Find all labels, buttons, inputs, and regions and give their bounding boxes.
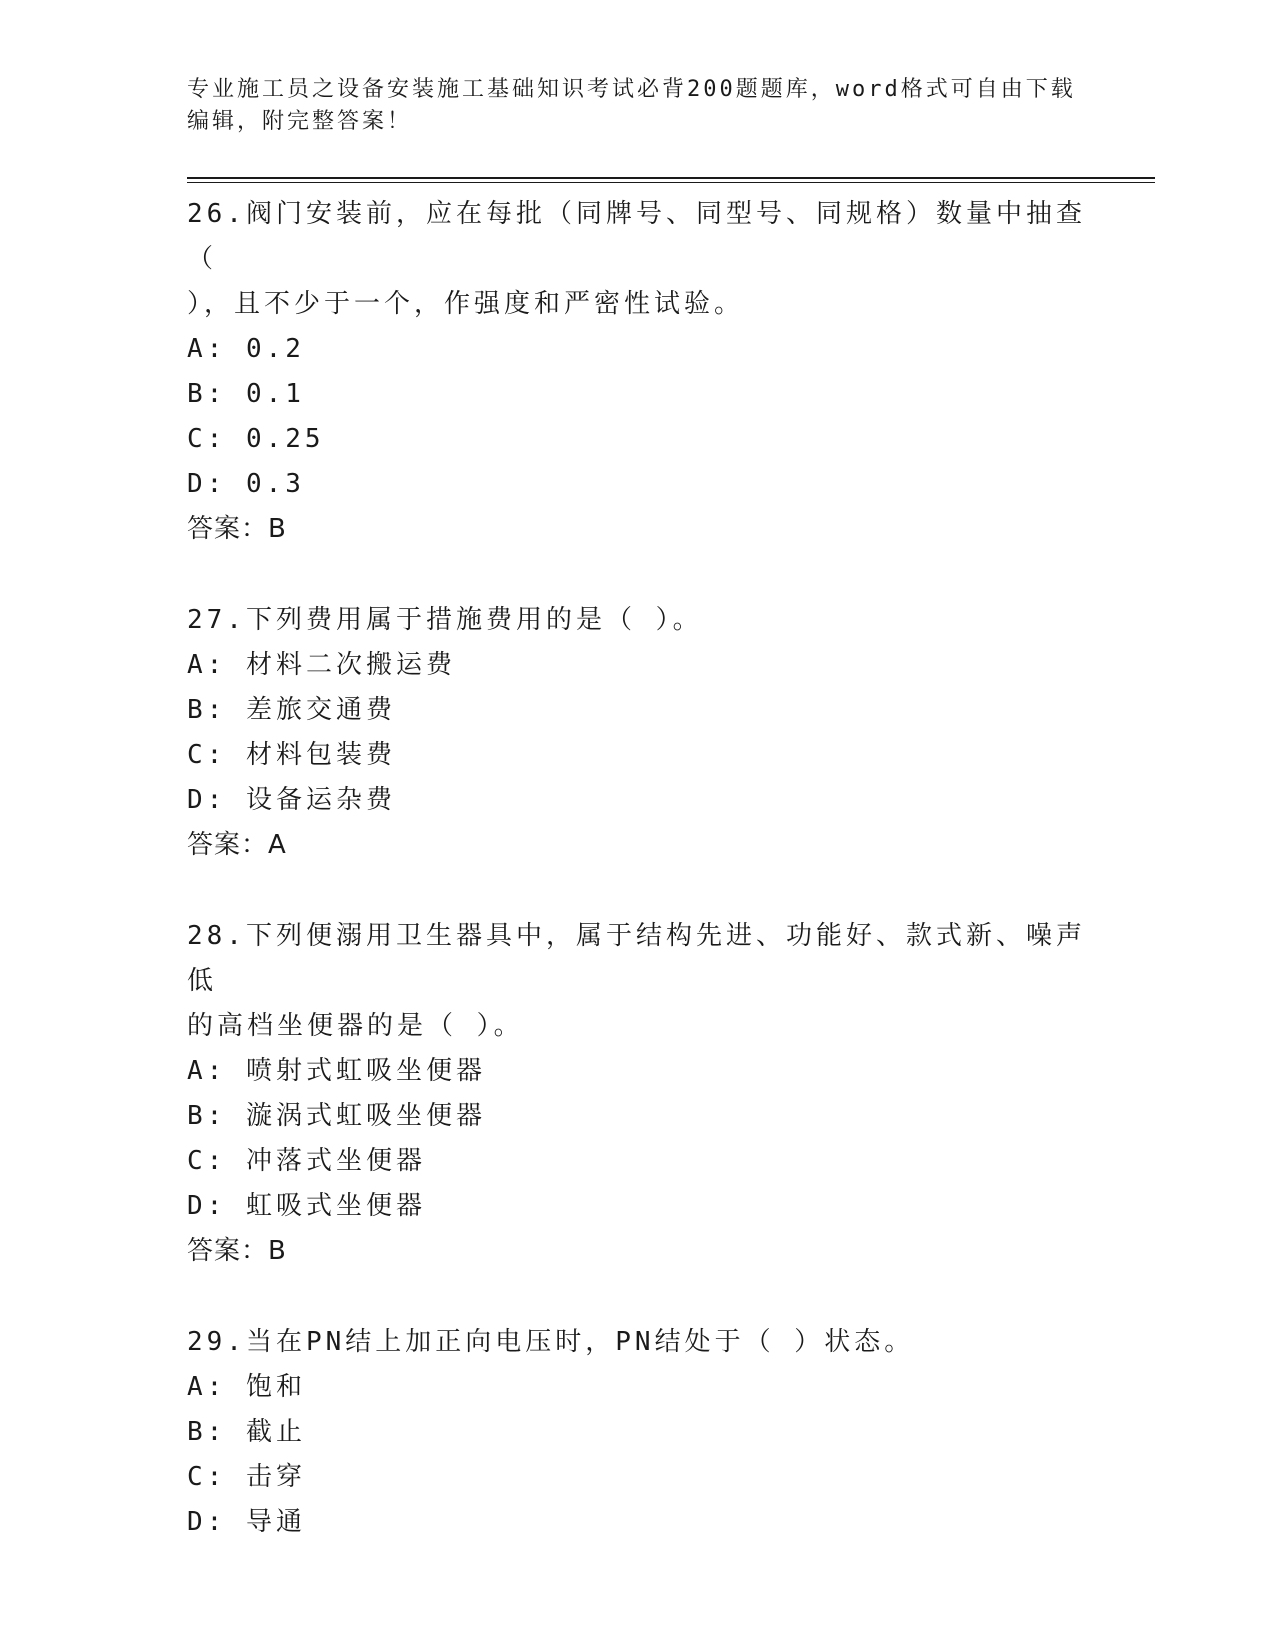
question-text-line: 27.下列费用属于措施费用的是（ ）。 — [187, 605, 703, 635]
header-divider-thin — [187, 182, 1155, 183]
option-b: B: 截止 — [187, 1417, 306, 1447]
option-a: A: 0.2 — [187, 334, 305, 364]
option-c: C: 材料包装费 — [187, 740, 396, 770]
option-d: D: 虹吸式坐便器 — [187, 1191, 426, 1221]
header-divider-thick — [187, 177, 1155, 179]
option-c: C: 0.25 — [187, 424, 325, 454]
option-c: C: 冲落式坐便器 — [187, 1146, 426, 1176]
question-26 — [187, 192, 1087, 552]
answer: 答案：B — [187, 514, 287, 544]
question-text-line: ），且不少于一个，作强度和严密性试验。 — [187, 289, 745, 319]
header-line-1: 专业施工员之设备安装施工基础知识考试必背200题题库，word格式可自由下载 — [187, 77, 1076, 102]
answer: 答案：B — [187, 1236, 287, 1266]
question-text-line: 28.下列便溺用卫生器具中，属于结构先进、功能好、款式新、噪声低 — [187, 921, 1086, 996]
option-d: D: 导通 — [187, 1507, 306, 1537]
option-b: B: 差旅交通费 — [187, 695, 396, 725]
question-29 — [187, 1320, 1087, 1545]
option-a: A: 材料二次搬运费 — [187, 650, 456, 680]
question-list — [187, 192, 1087, 1591]
option-a: A: 喷射式虹吸坐便器 — [187, 1056, 486, 1086]
answer: 答案：A — [187, 830, 287, 860]
document-header — [187, 74, 1087, 138]
option-b: B: 0.1 — [187, 379, 305, 409]
question-text-line: 26.阀门安装前，应在每批（同牌号、同型号、同规格）数量中抽查（ — [187, 199, 1086, 274]
question-text-line: 29.当在PN结上加正向电压时，PN结处于（ ）状态。 — [187, 1327, 915, 1357]
question-27 — [187, 598, 1087, 868]
option-b: B: 漩涡式虹吸坐便器 — [187, 1101, 486, 1131]
question-28 — [187, 914, 1087, 1274]
header-line-2: 编辑，附完整答案！ — [187, 109, 413, 134]
option-d: D: 设备运杂费 — [187, 785, 396, 815]
option-d: D: 0.3 — [187, 469, 305, 499]
option-c: C: 击穿 — [187, 1462, 306, 1492]
option-a: A: 饱和 — [187, 1372, 306, 1402]
question-text-line: 的高档坐便器的是（ ）。 — [187, 1011, 524, 1041]
